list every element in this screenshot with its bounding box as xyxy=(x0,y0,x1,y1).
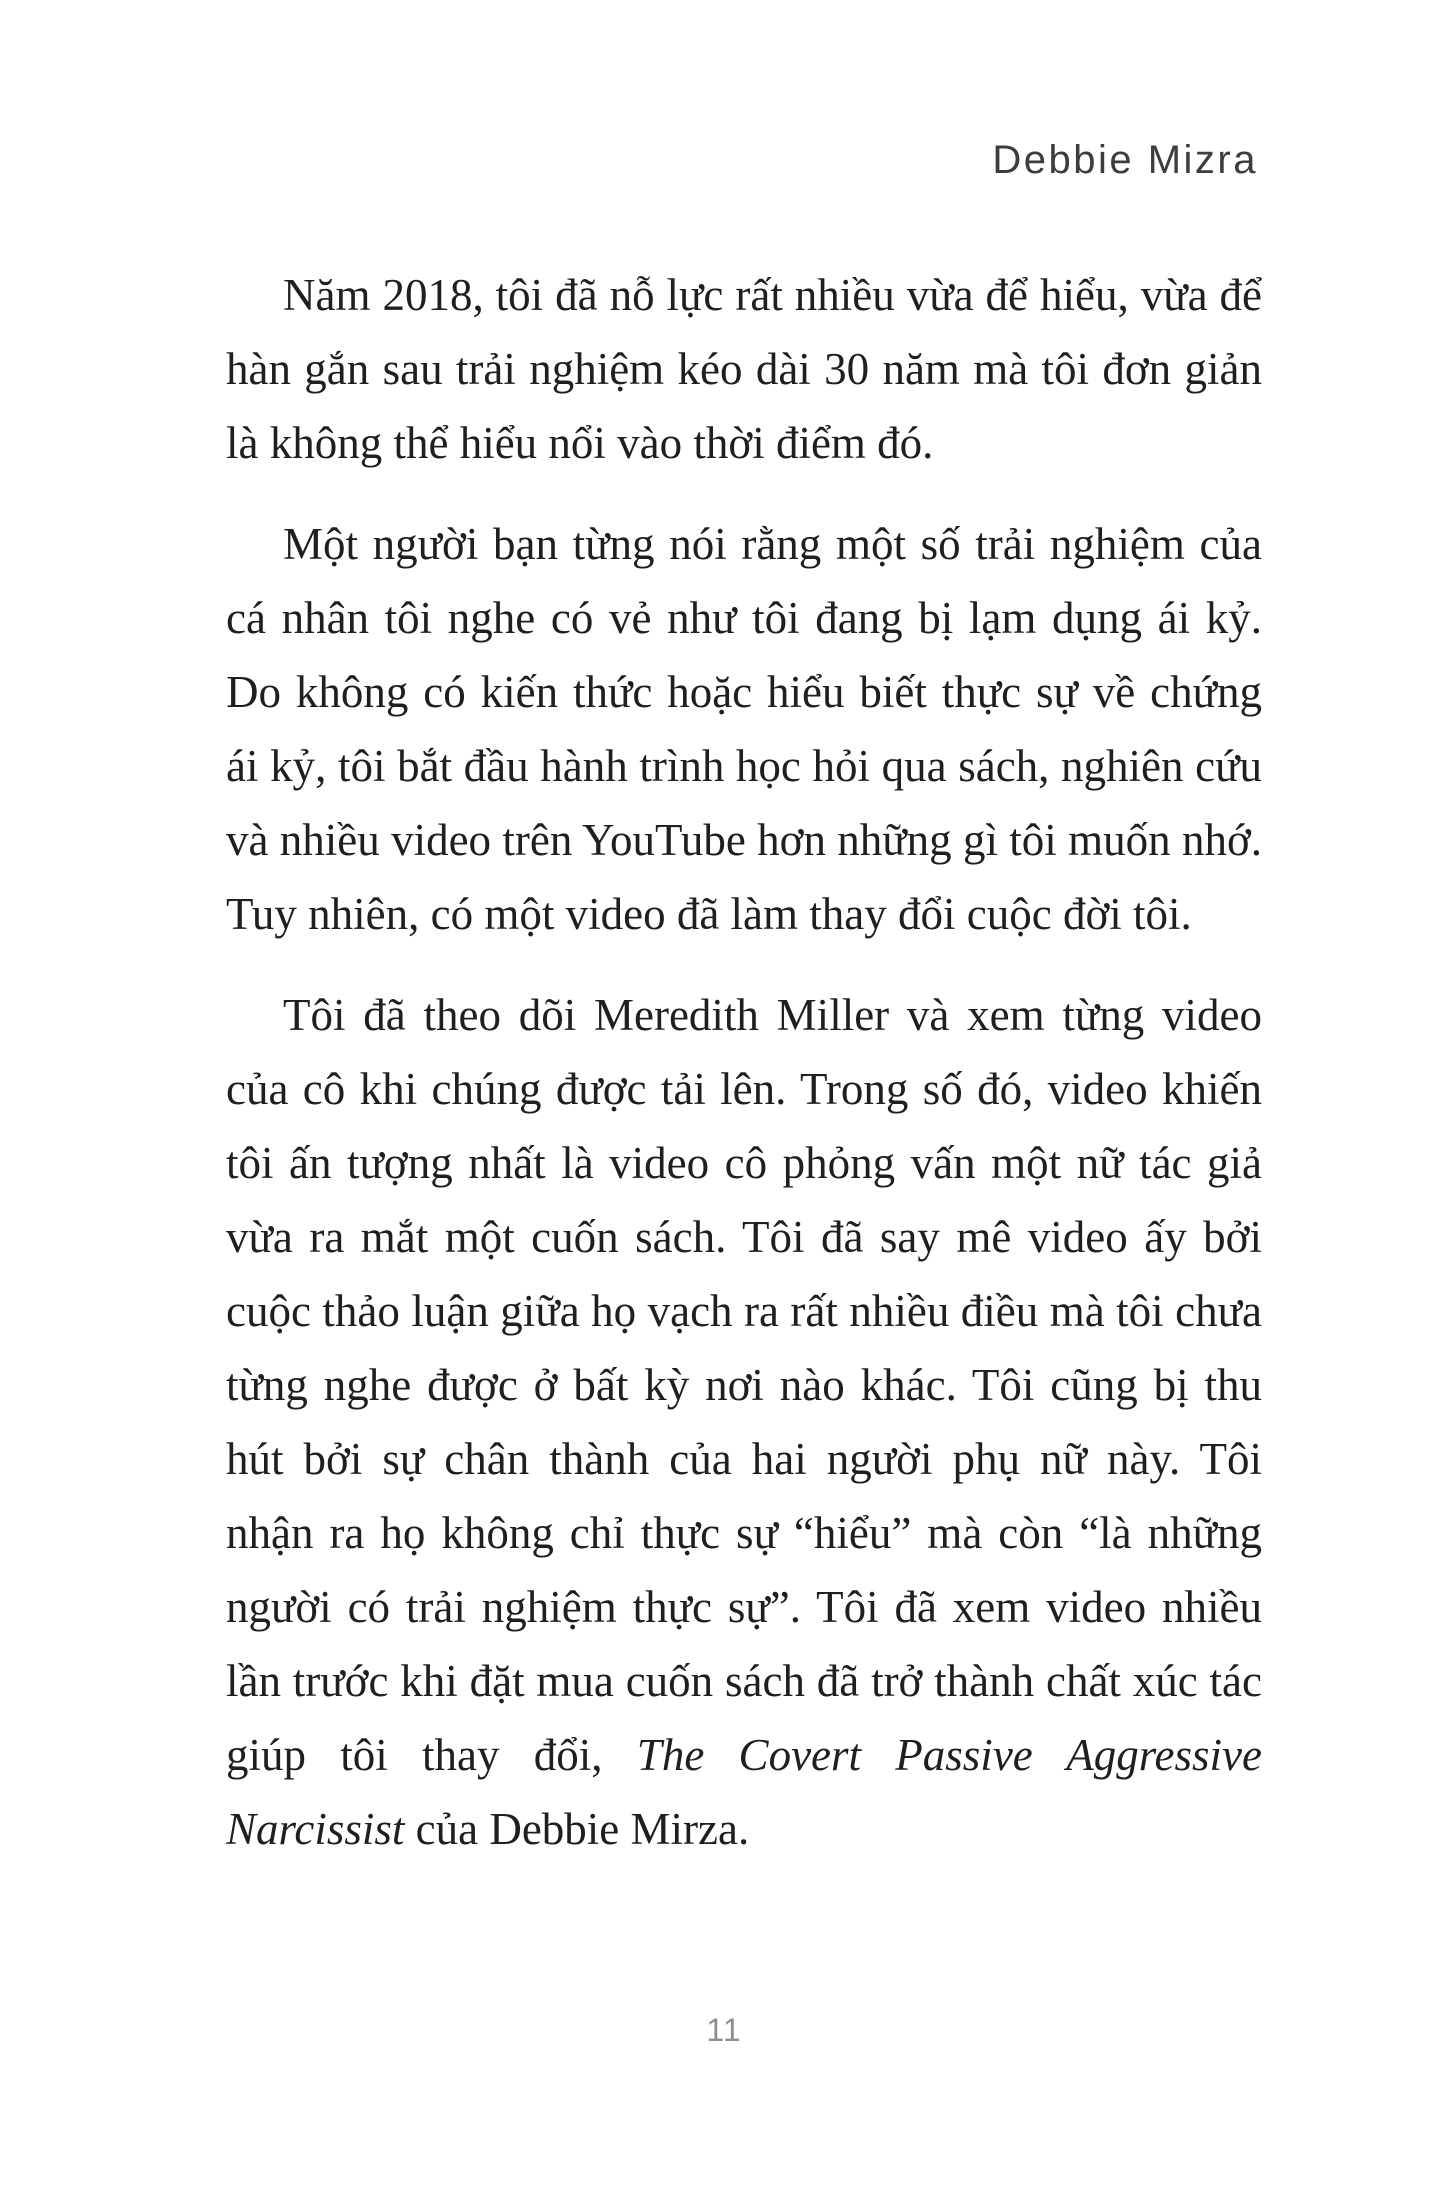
paragraph-2-text: Một người bạn từng nói rằng một số trải nghiệm của cá nhân tôi nghe có vẻ như tôi đang bị lạm dụng ái kỷ. Do không có kiến thức hoặc hiểu biết thực sự về chứng ái kỷ, tôi bắt đầu hành trình học hỏi qua sách, nghiên cứu và nhiều video trên YouTube hơn những gì tôi muốn nhớ. Tuy nhiên, có một video đã làm thay đổi cuộc đời tôi. xyxy=(226,519,1262,939)
page-body-text xyxy=(226,258,1262,1866)
paragraph-1-text: Năm 2018, tôi đã nỗ lực rất nhiều vừa để hiểu, vừa để hàn gắn sau trải nghiệm kéo dài 30 năm mà tôi đơn giản là không thể hiểu nổi vào thời điểm đó. xyxy=(226,270,1262,468)
paragraph-2 xyxy=(226,507,1262,951)
paragraph-1 xyxy=(226,258,1262,480)
page-number: 11 xyxy=(706,2012,742,2048)
paragraph-3 xyxy=(226,978,1262,1866)
paragraph-3-text-end: của Debbie Mirza. xyxy=(404,1804,750,1854)
running-header-author: Debbie Mizra xyxy=(992,138,1258,182)
book-title: The Covert Passive Aggressive Narcissist xyxy=(226,1730,1262,1854)
paragraph-3-text: Tôi đã theo dõi Meredith Miller và xem từng video của cô khi chúng được tải lên. Trong số đó, video khiến tôi ấn tượng nhất là video cô phỏng vấn một nữ tác giả vừa ra mắt một cuốn sách. Tôi đã say mê video ấy bởi cuộc thảo luận giữa họ vạch ra rất nhiều điều mà tôi chưa từng nghe được ở bất kỳ nơi nào khác. Tôi cũng bị thu hút bởi sự chân thành của hai người phụ nữ này. Tôi nhận ra họ không chỉ thực sự “hiểu” mà còn “là những người có trải nghiệm thực sự”. Tôi đã xem video nhiều lần trước khi đặt mua cuốn sách đã trở thành chất xúc tác giúp tôi thay đổi, xyxy=(226,990,1262,1780)
